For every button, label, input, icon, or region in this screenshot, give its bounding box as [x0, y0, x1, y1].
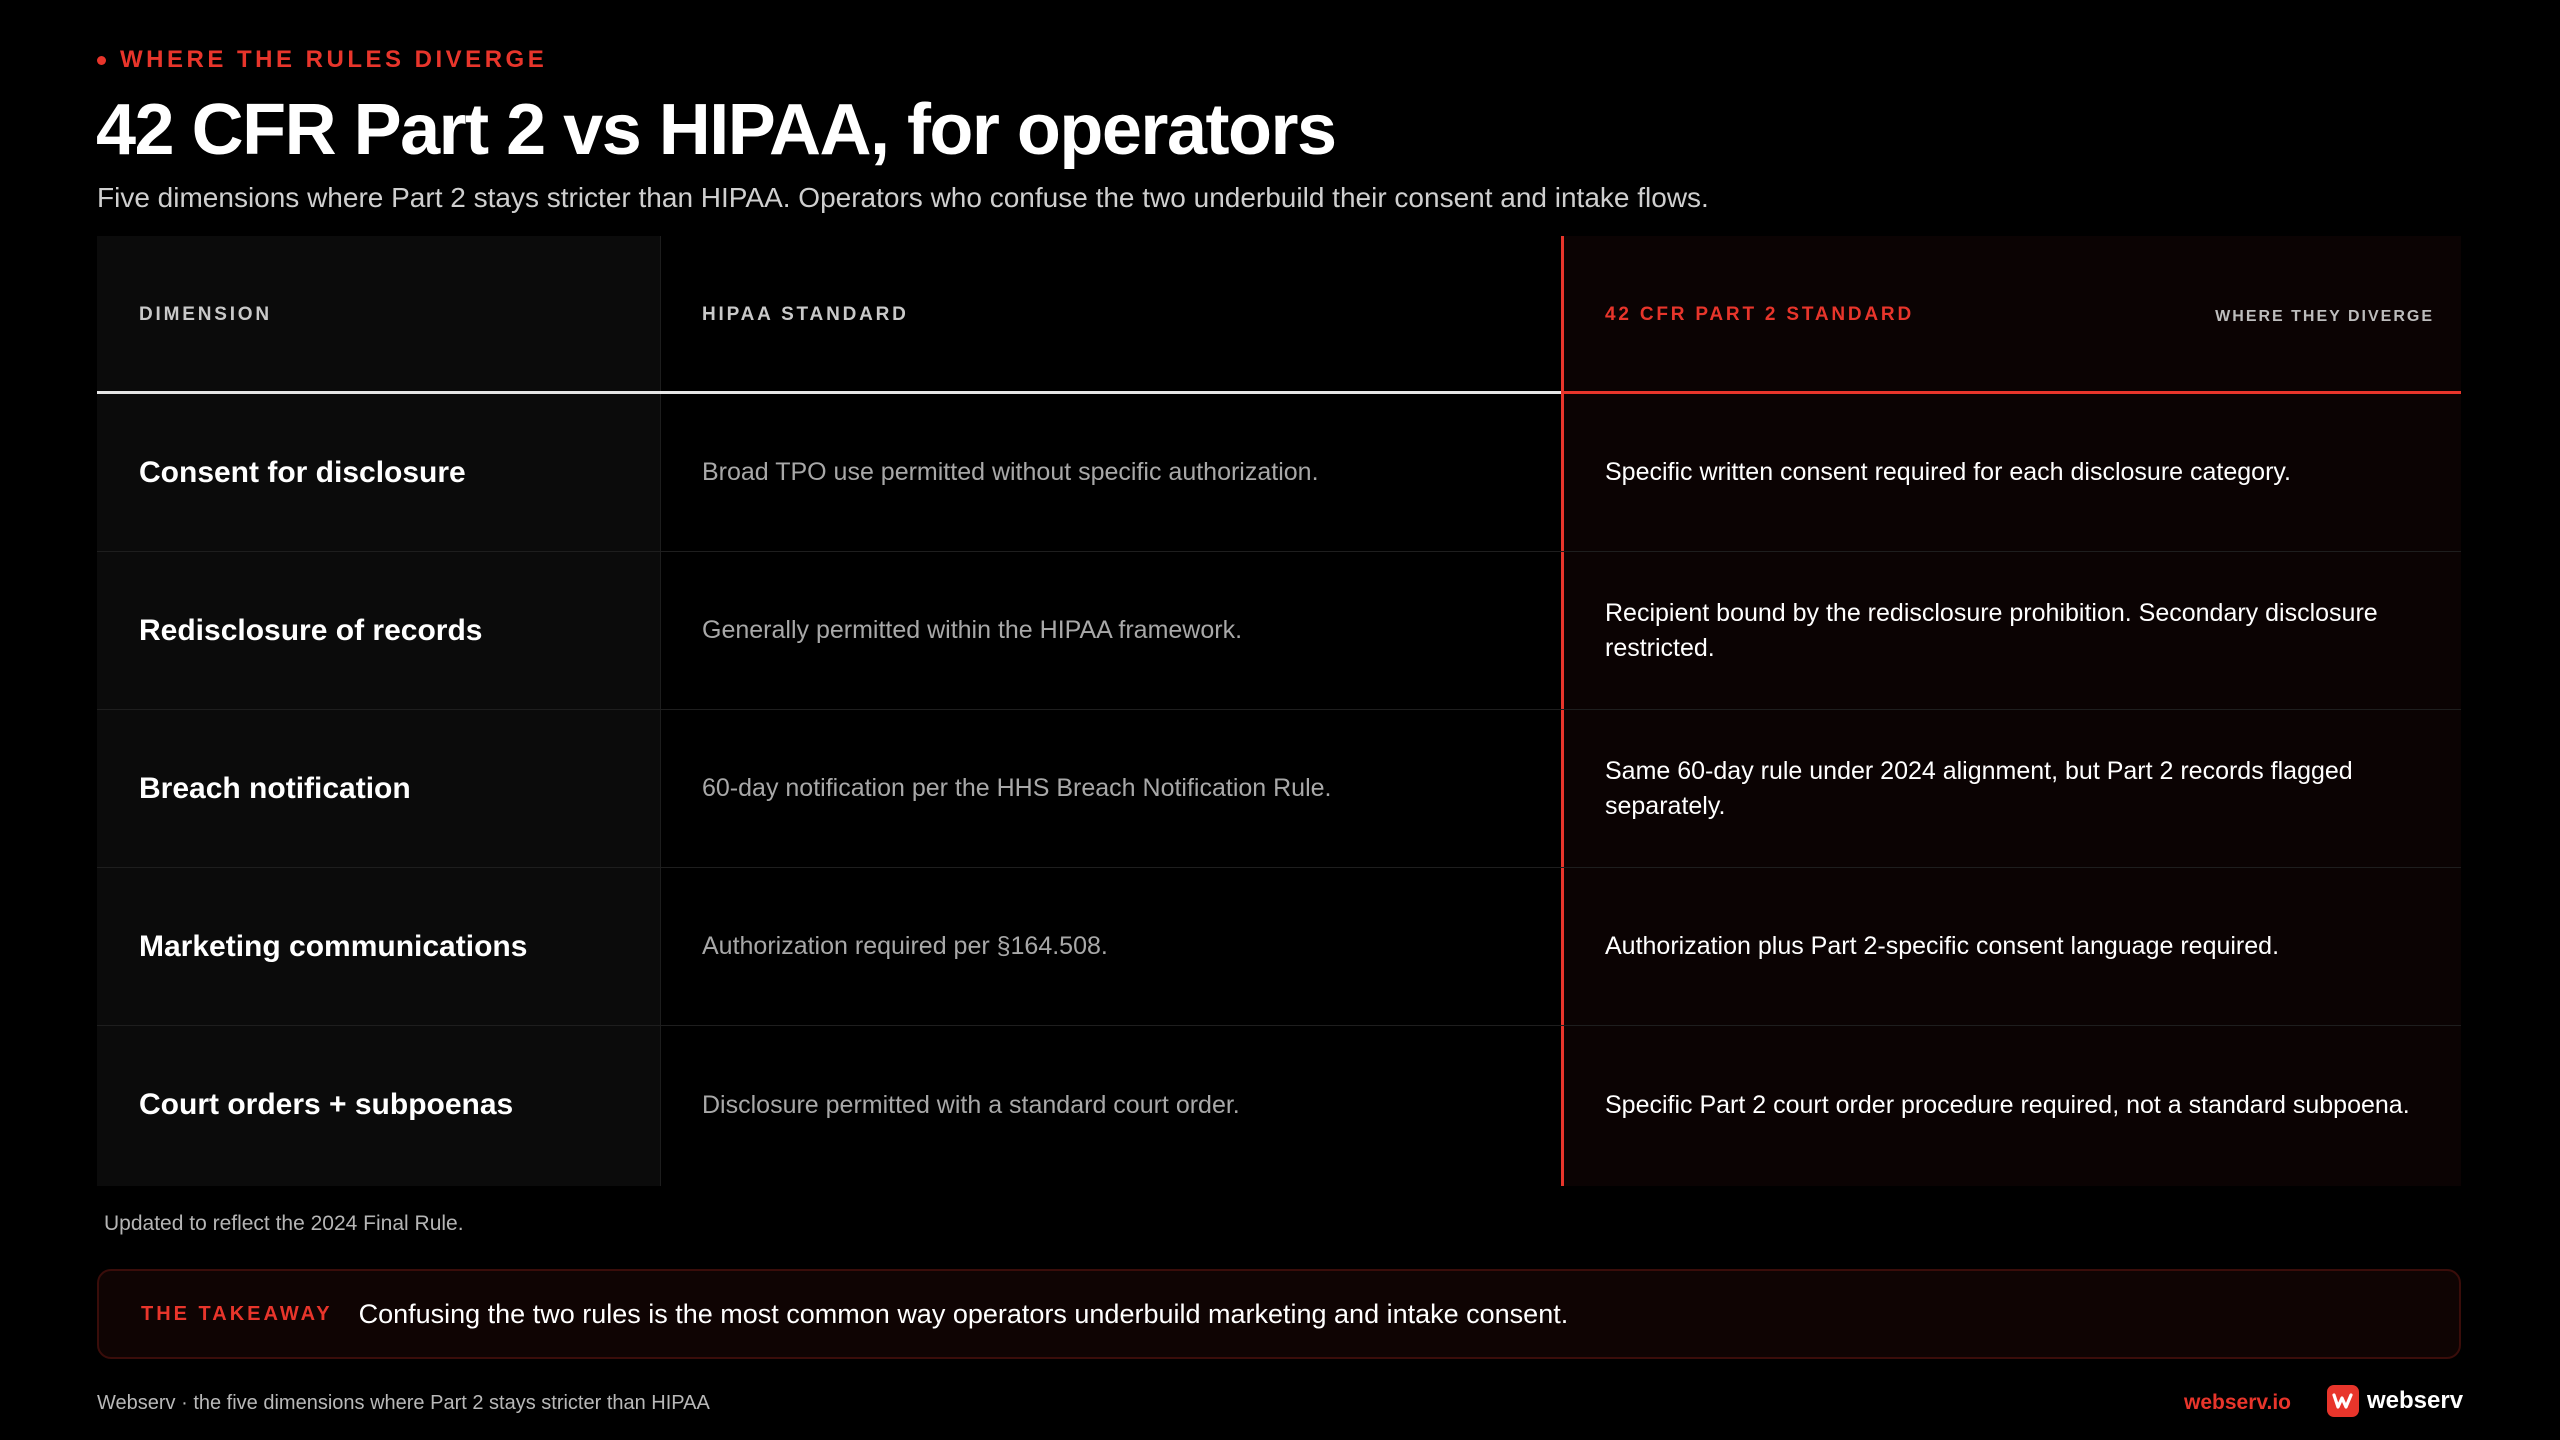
brand-name: webserv [2367, 1387, 2464, 1414]
takeaway-callout [97, 1269, 2461, 1359]
header-dimension: DIMENSION [139, 304, 272, 325]
table-row [97, 710, 2461, 868]
eyebrow-text: WHERE THE RULES DIVERGE [120, 46, 548, 73]
page-subtitle: Five dimensions where Part 2 stays stricter than HIPAA. Operators who confuse the two underbuild their consent and intake flows. [97, 182, 1709, 213]
bullet-dot-icon [97, 56, 106, 65]
row-part2: Specific written consent required for each disclosure category. [1605, 458, 2291, 486]
row-hipaa: Authorization required per §164.508. [702, 932, 1108, 960]
row-hipaa: 60-day notification per the HHS Breach Notification Rule. [702, 774, 1332, 802]
row-dimension: Consent for disclosure [139, 455, 466, 489]
takeaway-label: THE TAKEAWAY [141, 1302, 333, 1325]
table-body [97, 394, 2461, 1184]
table-row [97, 868, 2461, 1026]
row-part2: Same 60-day rule under 2024 alignment, but Part 2 records flagged separately. [1605, 756, 2353, 820]
comparison-table [97, 236, 2461, 1186]
page-title: 42 CFR Part 2 vs HIPAA, for operators [96, 90, 1336, 170]
row-hipaa: Generally permitted within the HIPAA framework. [702, 616, 1243, 644]
row-dimension: Marketing communications [139, 929, 528, 963]
row-dimension: Court orders + subpoenas [139, 1088, 514, 1121]
header-hipaa: HIPAA STANDARD [702, 304, 909, 325]
row-hipaa: Broad TPO use permitted without specific authorization. [702, 458, 1319, 486]
update-note: Updated to reflect the 2024 Final Rule. [104, 1212, 464, 1235]
footer-link[interactable]: webserv.io [2184, 1391, 2291, 1414]
takeaway-text: Confusing the two rules is the most common way operators underbuild marketing and intake consent. [358, 1298, 1569, 1329]
table-row [97, 394, 2461, 552]
eyebrow [97, 46, 547, 74]
header-part2: 42 CFR PART 2 STANDARD [1605, 304, 1914, 325]
header-diverge: WHERE THEY DIVERGE [2215, 308, 2434, 325]
row-part2: Authorization plus Part 2-specific consent language required. [1605, 932, 2280, 960]
row-dimension: Redisclosure of records [139, 613, 483, 647]
row-hipaa: Disclosure permitted with a standard court order. [702, 1090, 1240, 1119]
brand-logo [2327, 1385, 2463, 1417]
row-part2: Recipient bound by the redisclosure prohibition. Secondary disclosure restricted. [1605, 598, 2378, 662]
row-dimension: Breach notification [139, 771, 411, 805]
table-row [97, 552, 2461, 710]
table-row [97, 1026, 2461, 1184]
row-part2: Specific Part 2 court order procedure required, not a standard subpoena. [1605, 1090, 2410, 1119]
footer-caption: Webserv · the five dimensions where Part 2 stays stricter than HIPAA [97, 1392, 710, 1414]
webserv-logo-icon [2327, 1385, 2359, 1417]
